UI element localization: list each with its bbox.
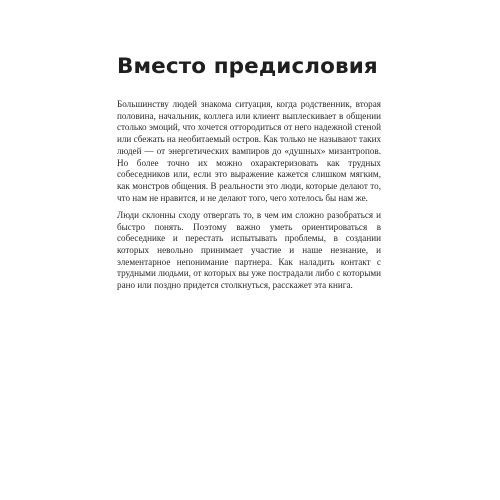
body-text (117, 99, 381, 292)
paragraph-2: Люди склонны сходу отвергать то, в чем им сложно разобраться и быстро понять. Поэтому важно уметь ориентироваться в собеседнике и перестать испытывать проблемы, в создании которых невольно принимает участие и наше незнание, и элементарное непонимание партнера. Как наладить контакт с трудными людьми, от которых вы уже пострадали либо с которыми рано или поздно придется столкнуться, расскажет эта книга. (117, 209, 381, 291)
paragraph-1: Большинству людей знакома ситуация, когда родственник, вторая половина, начальник, коллега или клиент выплескивает в общении столько эмоций, что хочется оттородиться от него надежной стеной или сбежать на необитаемый остров. Как только не называют таких людей — от энергетических вампиров до «душных» мизантропов. Но более точно их можно охарактеризовать как трудных собеседников или, если это выражение кажется слишком мягким, как монстров общения. В реальности это люди, которые делают то, что нам не нравится, и не делают того, чего хотелось бы нам же. (117, 99, 382, 203)
chapter-title: Вместо предисловия (117, 54, 378, 79)
